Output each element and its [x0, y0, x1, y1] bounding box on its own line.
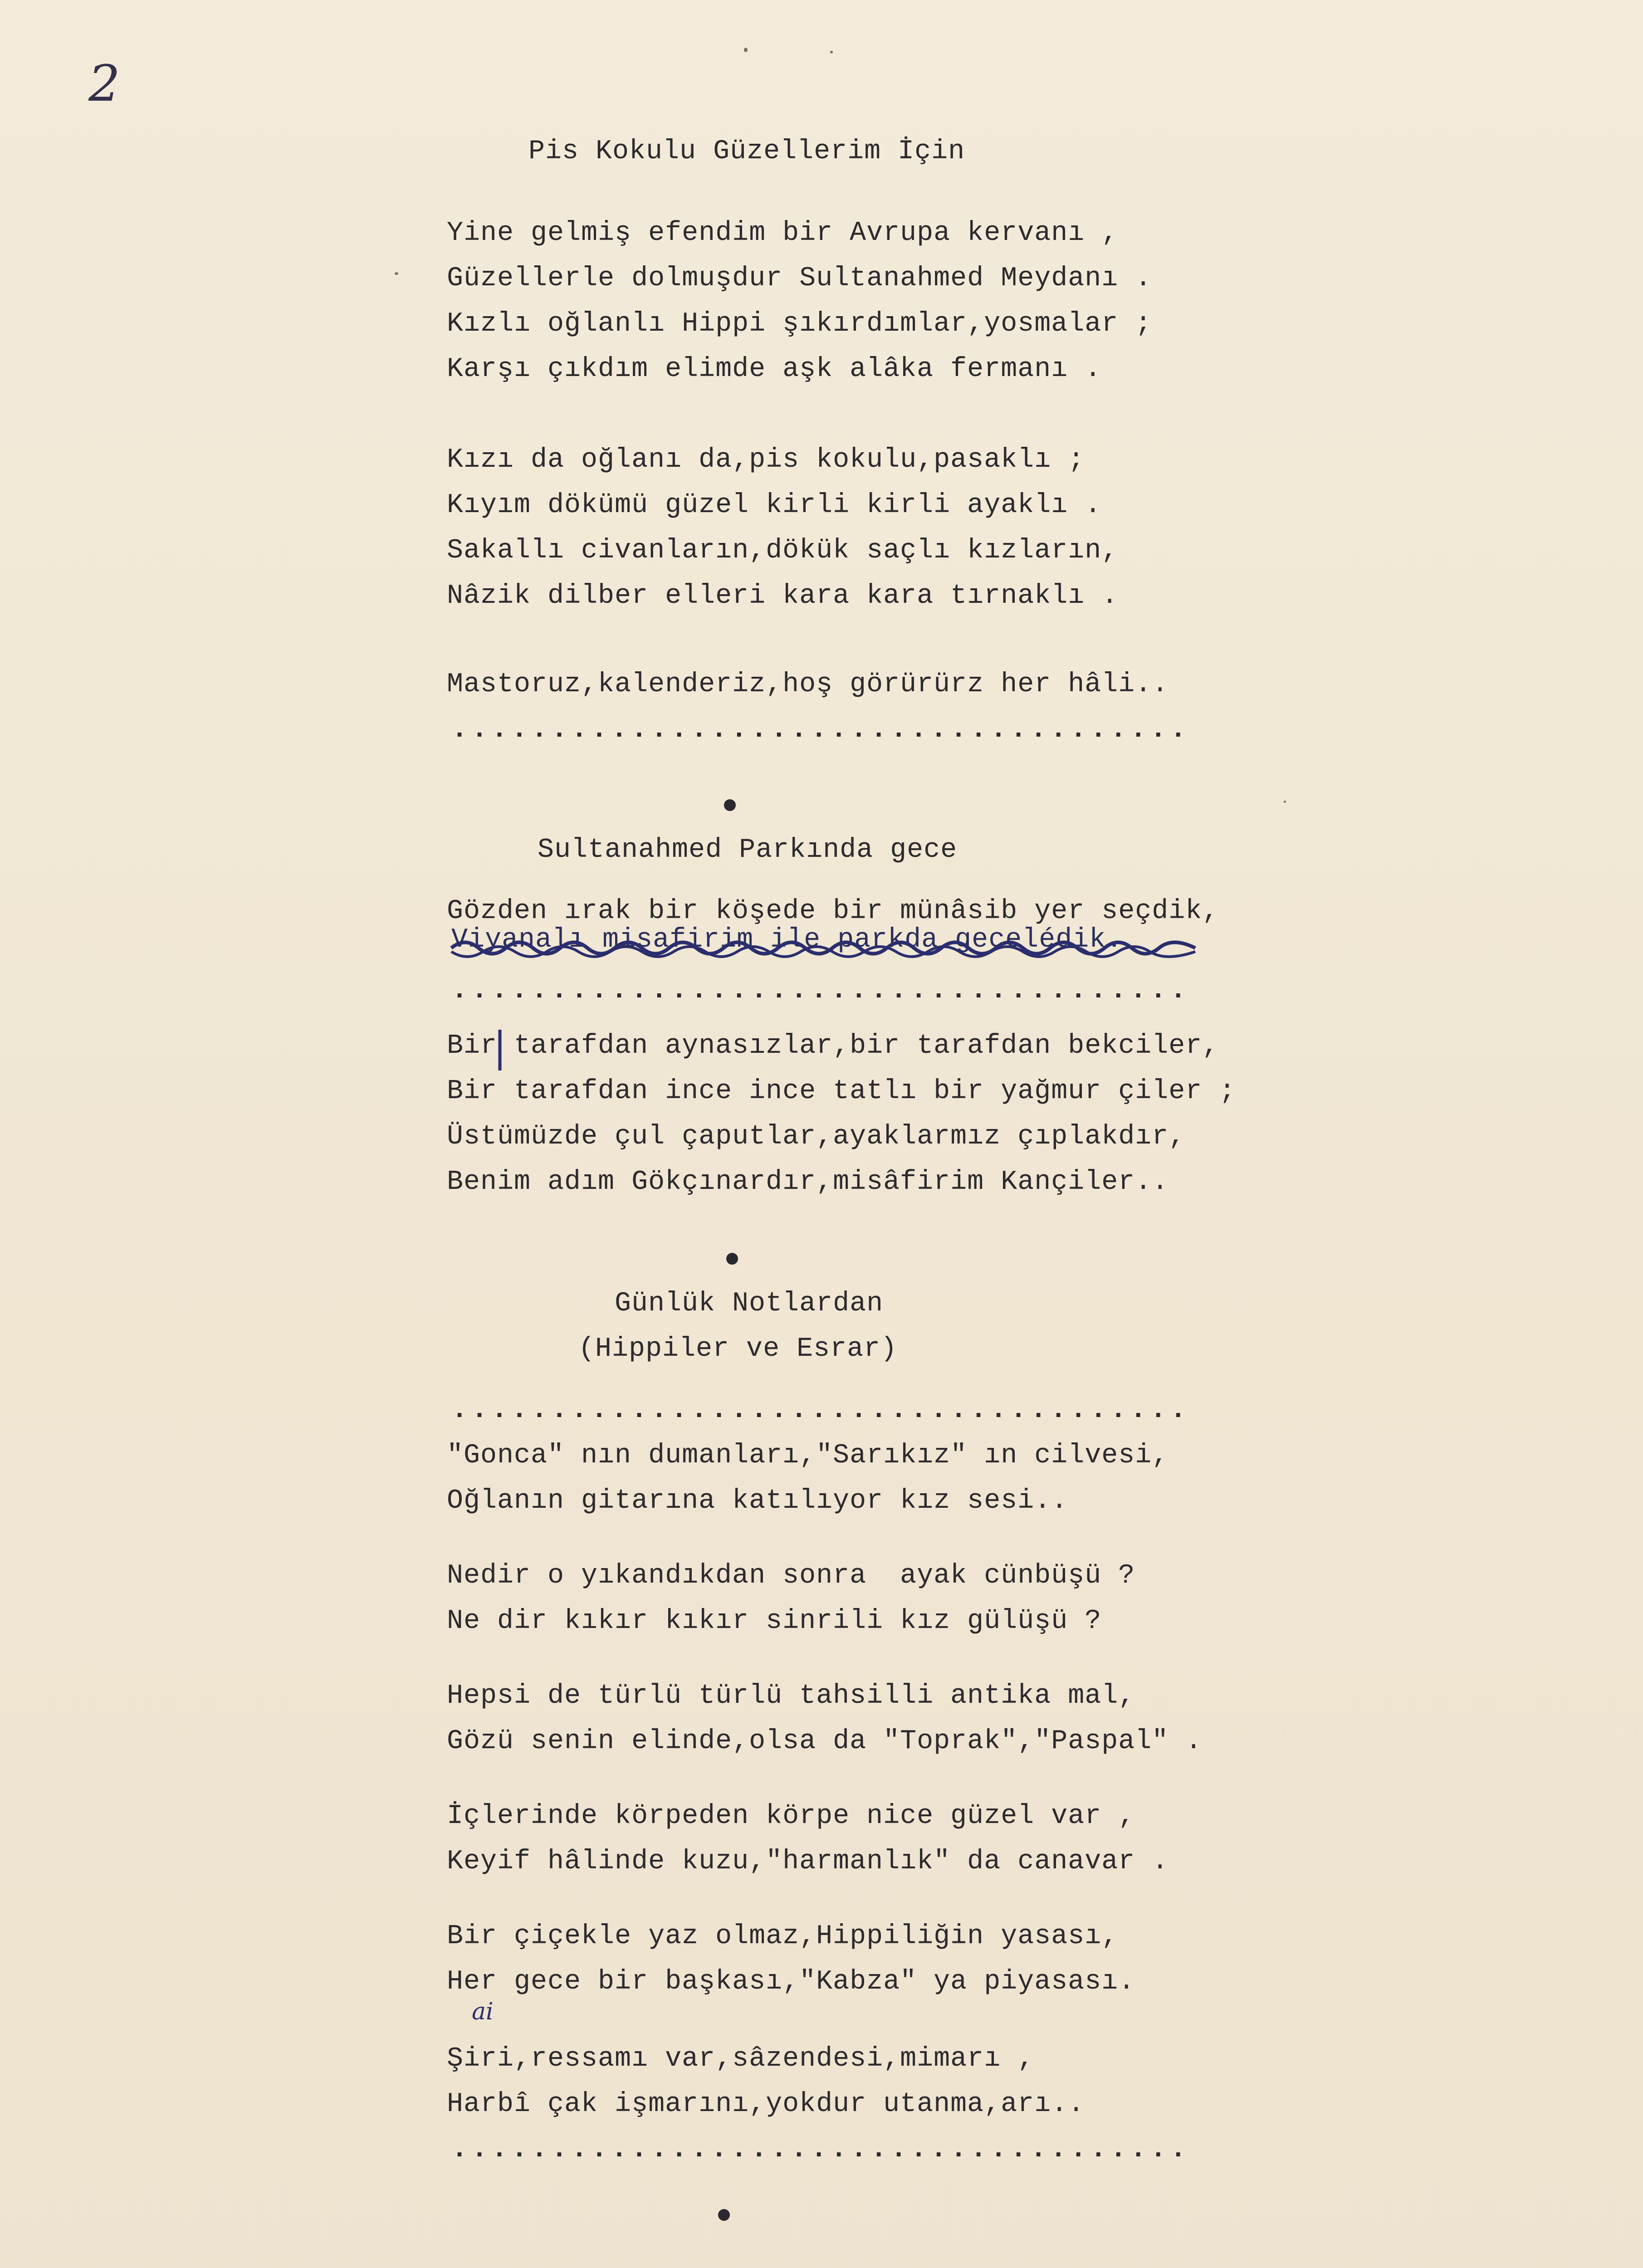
poem3-line: "Gonca" nın dumanları,"Sarıkız" ın cilvesi, [447, 1440, 1169, 1471]
poem2-line: Bir tarafdan aynasızlar,bir tarafdan bekciler, [447, 1031, 1219, 1061]
poem3-line: Keyif hâlinde kuzu,"harmanlık" da canavar . [447, 1846, 1169, 1877]
poem2-line: Gözden ırak bir köşede bir münâsib yer seçdik, [447, 896, 1219, 927]
poem1-line: Güzellerle dolmuşdur Sultanahmed Meydanı . [447, 263, 1152, 294]
poem3-line: Gözü senin elinde,olsa da "Toprak","Paspal" . [447, 1726, 1203, 1757]
poem3-title: Günlük Notlardan [615, 1288, 884, 1319]
poem1-line: Kıyım dökümü güzel kirli kirli ayaklı . [447, 490, 1102, 521]
poem3-line: Oğlanın gitarına katılıyor kız sesi.. [447, 1486, 1068, 1516]
strikethrough-scribble [447, 930, 1209, 966]
poem3-subtitle: (Hippiler ve Esrar) [578, 1334, 898, 1364]
poem2-title: Sultanahmed Parkında gece [538, 835, 958, 865]
poem1-line: Nâzik dilber elleri kara kara tırnaklı . [447, 581, 1119, 611]
paper-speck [830, 51, 833, 54]
poem3-line: Harbî çak işmarını,yokdur utanma,arı.. [447, 2089, 1085, 2120]
page-number: 2 [88, 54, 120, 112]
poem2-line: Bir tarafdan ince ince tatlı bir yağmur çiler ; [447, 1076, 1236, 1107]
section-bullet [718, 2209, 730, 2221]
dotted-separator: ..................................... [451, 975, 1190, 1006]
poem3-line: Her gece bir başkası,"Kabza" ya piyasası. [447, 1966, 1135, 1997]
poem3-line: İçlerinde körpeden körpe nice güzel var , [447, 1801, 1135, 1832]
poem3-line: Şiri,ressamı var,sâzendesi,mimarı , [447, 2043, 1035, 2074]
handwritten-correction: ai [472, 1998, 494, 2025]
poem3-line: Hepsi de türlü türlü tahsilli antika mal, [447, 1681, 1135, 1711]
poem1-line: Kızlı oğlanlı Hippi şıkırdımlar,yosmalar ; [447, 308, 1152, 339]
dotted-separator: ..................................... [451, 714, 1190, 745]
poem3-line: Bir çiçekle yaz olmaz,Hippiliğin yasası, [447, 1921, 1119, 1952]
paper-speck [395, 272, 398, 275]
dotted-separator: ..................................... [451, 1395, 1190, 1426]
poem3-line: Ne dir kıkır kıkır sinrili kız gülüşü ? [447, 1606, 1102, 1637]
struck-through-line: Viyanalı misafirim ile parkda gecelédik. [451, 924, 1123, 955]
pen-correction-mark [491, 1027, 509, 1073]
dotted-separator: ..................................... [451, 2134, 1190, 2165]
poem1-line: Karşı çıkdım elimde aşk alâka fermanı . [447, 354, 1102, 385]
poem2-line: Üstümüzde çul çaputlar,ayaklarmız çıplakdır, [447, 1121, 1186, 1152]
poem1-line: Kızı da oğlanı da,pis kokulu,pasaklı ; [447, 445, 1085, 475]
section-bullet [726, 1253, 738, 1265]
poem2-line: Benim adım Gökçınardır,misâfirim Kançiler.. [447, 1167, 1169, 1198]
poem1-title: Pis Kokulu Güzellerim İçin [528, 136, 965, 167]
poem1-line: Sakallı civanların,dökük saçlı kızların, [447, 535, 1119, 566]
poem1-closing-line: Mastoruz,kalenderiz,hoş görürürz her hâli.. [447, 669, 1169, 700]
paper-speck [744, 48, 748, 52]
paper-speck [1284, 801, 1286, 803]
section-bullet [724, 799, 736, 811]
poem1-line: Yine gelmiş efendim bir Avrupa kervanı , [447, 218, 1119, 249]
poem3-line: Nedir o yıkandıkdan sonra ayak cünbüşü ? [447, 1560, 1135, 1591]
